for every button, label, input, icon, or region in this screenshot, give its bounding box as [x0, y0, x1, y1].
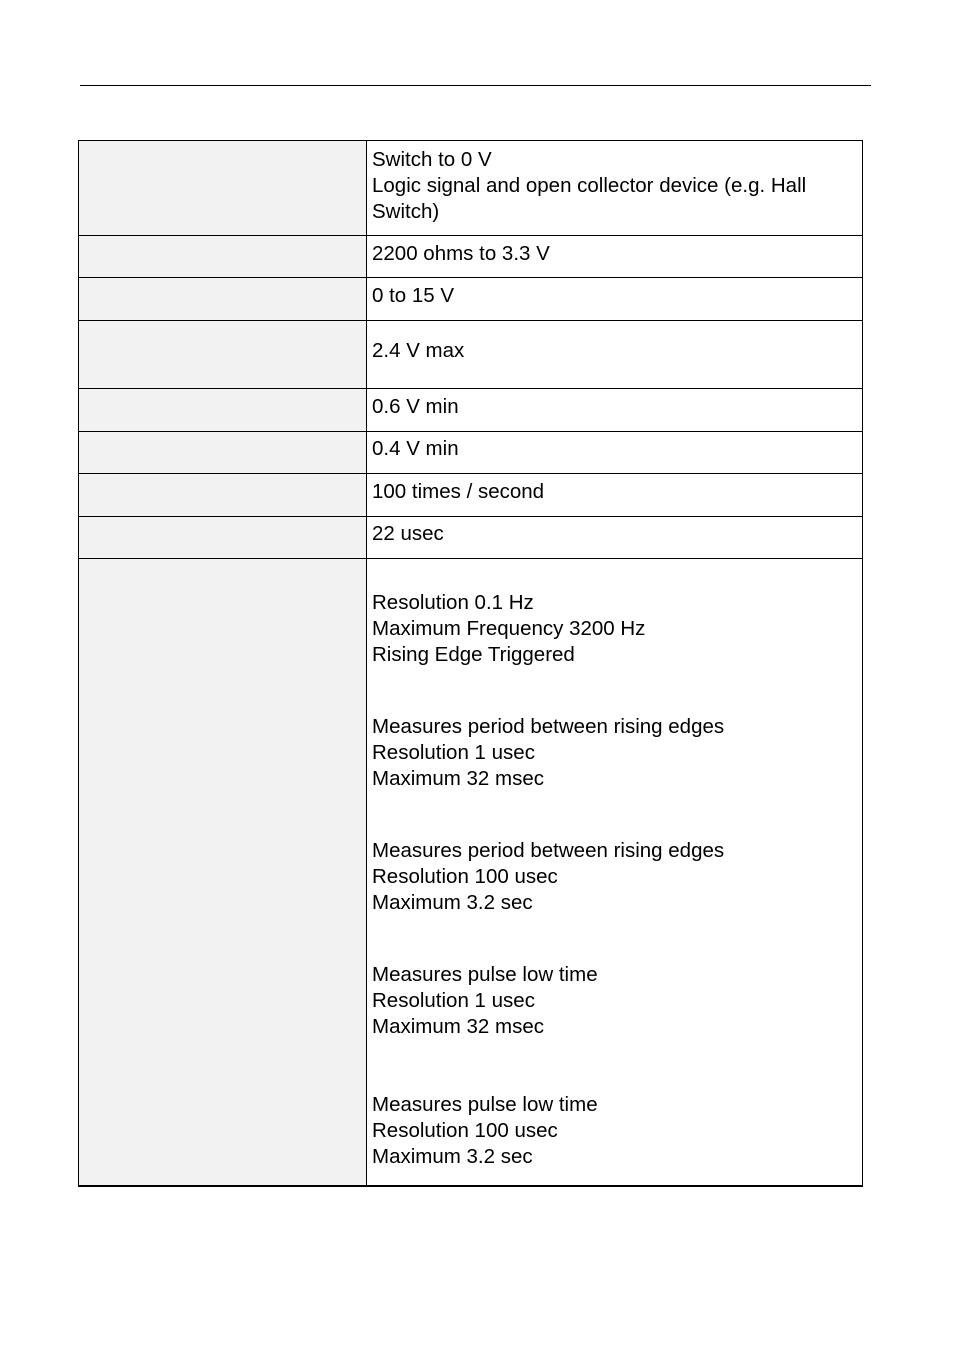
- table-row: [79, 389, 863, 432]
- table-row: [79, 236, 863, 278]
- value-line: 0.6 V min: [372, 395, 459, 418]
- row-value-cell: [367, 474, 863, 517]
- specification-table: [78, 140, 863, 1187]
- table-row: [79, 474, 863, 517]
- value-line: Measures pulse low time: [372, 963, 598, 986]
- value-line: 2.4 V max: [372, 339, 465, 362]
- row-value-cell: [367, 278, 863, 321]
- value-line: Maximum 3.2 sec: [372, 1145, 533, 1168]
- value-line: Maximum 32 msec: [372, 767, 545, 790]
- row-label-cell: [79, 236, 367, 278]
- value-group: [372, 838, 856, 916]
- row-value-cell: [367, 236, 863, 278]
- value-line: Maximum 32 msec: [372, 1015, 545, 1038]
- value-line: 2200 ohms to 3.3 V: [372, 242, 550, 265]
- table-row: [79, 278, 863, 321]
- row-label-cell: [79, 517, 367, 559]
- value-line: Measures period between rising edges: [372, 715, 725, 738]
- table-row: [79, 141, 863, 236]
- value-line: Measures pulse low time: [372, 1093, 598, 1116]
- value-group: [372, 590, 856, 668]
- row-label-cell: [79, 389, 367, 432]
- row-value-cell: [367, 559, 863, 1186]
- row-label-cell: [79, 559, 367, 1186]
- value-line: 0.4 V min: [372, 437, 459, 460]
- row-value-cell: [367, 141, 863, 236]
- row-label-cell: [79, 432, 367, 474]
- row-label-cell: [79, 278, 367, 321]
- value-line: 0 to 15 V: [372, 284, 455, 307]
- table-row: [79, 559, 863, 1186]
- value-line: Resolution 0.1 Hz: [372, 591, 534, 614]
- value-line: Resolution 1 usec: [372, 741, 535, 764]
- group-spacer: [372, 792, 856, 838]
- value-line: Resolution 100 usec: [372, 865, 558, 888]
- value-line: Measures period between rising edges: [372, 839, 725, 862]
- value-line: 22 usec: [372, 522, 444, 545]
- value-line: Logic signal and open collector device (e.g. Hall Switch): [372, 174, 807, 223]
- value-line: Rising Edge Triggered: [372, 643, 575, 666]
- row-value-cell: [367, 432, 863, 474]
- value-line: Resolution 1 usec: [372, 989, 535, 1012]
- row-label-cell: [79, 474, 367, 517]
- value-group: [372, 1092, 856, 1170]
- value-group: [372, 714, 856, 792]
- value-line: Switch to 0 V: [372, 148, 492, 171]
- row-value-cell: [367, 517, 863, 559]
- value-group: [372, 962, 856, 1040]
- table-row: [79, 321, 863, 389]
- value-line: Maximum 3.2 sec: [372, 891, 533, 914]
- row-value-cell: [367, 389, 863, 432]
- value-line: Maximum Frequency 3200 Hz: [372, 617, 646, 640]
- table-row: [79, 517, 863, 559]
- row-label-cell: [79, 321, 367, 389]
- group-spacer: [372, 916, 856, 962]
- value-line: 100 times / second: [372, 480, 545, 503]
- header-rule: [80, 85, 871, 86]
- group-spacer: [372, 668, 856, 714]
- table-row: [79, 432, 863, 474]
- value-line: Resolution 100 usec: [372, 1119, 558, 1142]
- row-label-cell: [79, 141, 367, 236]
- row-value-cell: [367, 321, 863, 389]
- group-spacer: [372, 1040, 856, 1092]
